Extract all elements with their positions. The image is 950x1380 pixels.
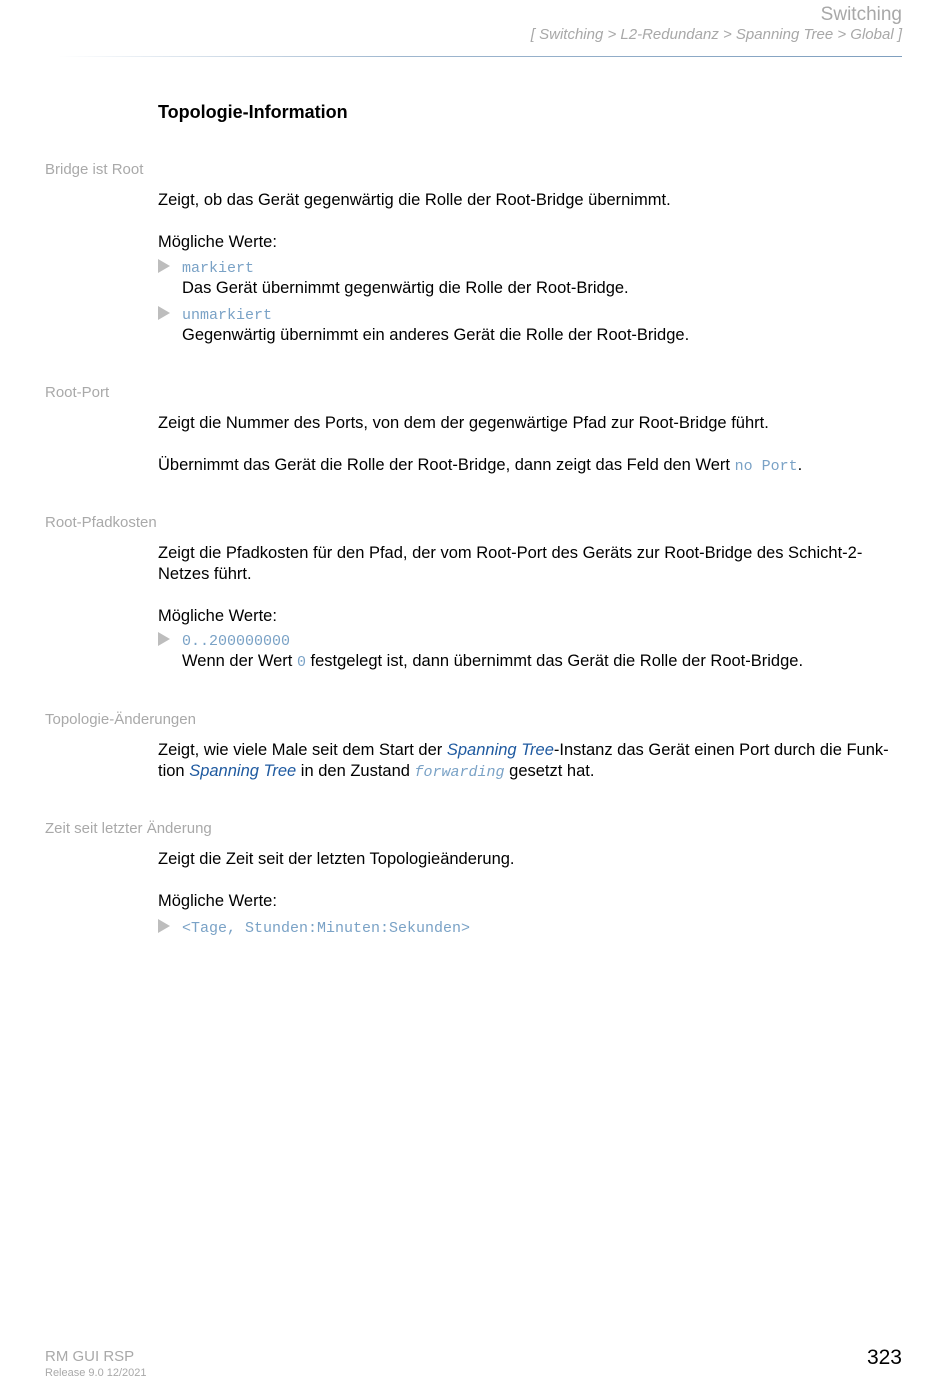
desc-text: Zeigt, ob das Gerät gegenwärtig die Rolle der Root-Bridge übernimmt. <box>158 191 671 209</box>
bullet-triangle-icon <box>158 259 170 273</box>
values-label-text: Mögliche Werte: <box>158 233 277 251</box>
term-topology-changes: Topologie-Änderungen <box>45 711 196 728</box>
desc-topology-changes <box>158 740 904 783</box>
footer-product: RM GUI RSP <box>45 1348 135 1365</box>
bullet-triangle-icon <box>158 306 170 320</box>
value-code: no Port <box>734 458 798 475</box>
value-desc <box>182 651 803 673</box>
desc-text: Zeigt die Zeit seit der letzten Topologieänderung. <box>158 850 515 868</box>
desc-root-path-cost <box>158 543 903 585</box>
desc-text: in den Zustand <box>296 762 415 780</box>
desc-line-2 <box>158 761 904 783</box>
desc-text-2 <box>158 455 904 477</box>
values-label <box>158 891 904 912</box>
term-root-port: Root-Port <box>45 384 110 401</box>
term-link: Spanning Tree <box>446 741 554 759</box>
desc-text: Zeigt die Pfadkosten für den Pfad, der vom Root-Port des Geräts zur Root-Bridge des Schicht-2-Netzes führt. <box>158 544 863 583</box>
values-label <box>158 606 904 627</box>
header-divider <box>58 56 902 57</box>
term-root-path-cost: Root-Pfadkosten <box>45 514 157 531</box>
desc-text: Zeigt, wie viele Male seit dem Start der <box>158 741 447 759</box>
page-number: 323 <box>866 1346 902 1369</box>
desc-root-port-2 <box>158 455 904 477</box>
desc-text: gesetzt hat. <box>504 762 595 780</box>
term-link: Spanning Tree <box>189 762 297 780</box>
bullet-triangle-icon <box>158 919 170 933</box>
value-code: <Tage, Stunden:Minuten:Sekunden> <box>182 920 471 937</box>
desc-text-post: . <box>797 456 803 474</box>
value-code: markiert <box>182 260 255 277</box>
value-desc-pre: Wenn der Wert <box>182 652 297 670</box>
desc-time-since-change <box>158 849 904 870</box>
bullet-triangle-icon <box>158 632 170 646</box>
desc-bridge-is-root <box>158 190 904 211</box>
footer-release: Release 9.0 12/2021 <box>45 1367 147 1379</box>
values-label-text: Mögliche Werte: <box>158 892 277 910</box>
section-title: Topologie-Information <box>158 102 348 122</box>
value-desc-post: festgelegt ist, dann übernimmt das Gerät die Rolle der Root-Bridge. <box>305 652 804 670</box>
value-desc: Das Gerät übernimmt gegenwärtig die Rolle der Root-Bridge. <box>182 279 629 297</box>
value-code: unmarkiert <box>182 307 273 324</box>
desc-text: Zeigt die Nummer des Ports, von dem der gegenwärtige Pfad zur Root-Bridge führt. <box>158 414 769 432</box>
desc-text: tion <box>158 762 190 780</box>
desc-text-pre: Übernimmt das Gerät die Rolle der Root-Bridge, dann zeigt das Feld den Wert <box>158 456 735 474</box>
value-code: 0..200000000 <box>182 633 291 650</box>
term-time-since-change: Zeit seit letzter Änderung <box>45 820 212 837</box>
desc-root-port <box>158 413 904 434</box>
term-bridge-is-root: Bridge ist Root <box>45 161 144 178</box>
breadcrumb: [ Switching > L2-Redundanz > Spanning Tree > Global ] <box>530 26 902 43</box>
value-desc-code: 0 <box>296 654 306 671</box>
value-code: forwarding <box>414 764 505 781</box>
values-label <box>158 232 904 253</box>
values-label-text: Mögliche Werte: <box>158 607 277 625</box>
desc-line-1 <box>158 740 904 761</box>
value-desc: Gegenwärtig übernimmt ein anderes Gerät die Rolle der Root-Bridge. <box>182 326 690 344</box>
page-header-title: Switching <box>820 4 902 25</box>
desc-text: -Instanz das Gerät einen Port durch die Funk- <box>553 741 889 759</box>
